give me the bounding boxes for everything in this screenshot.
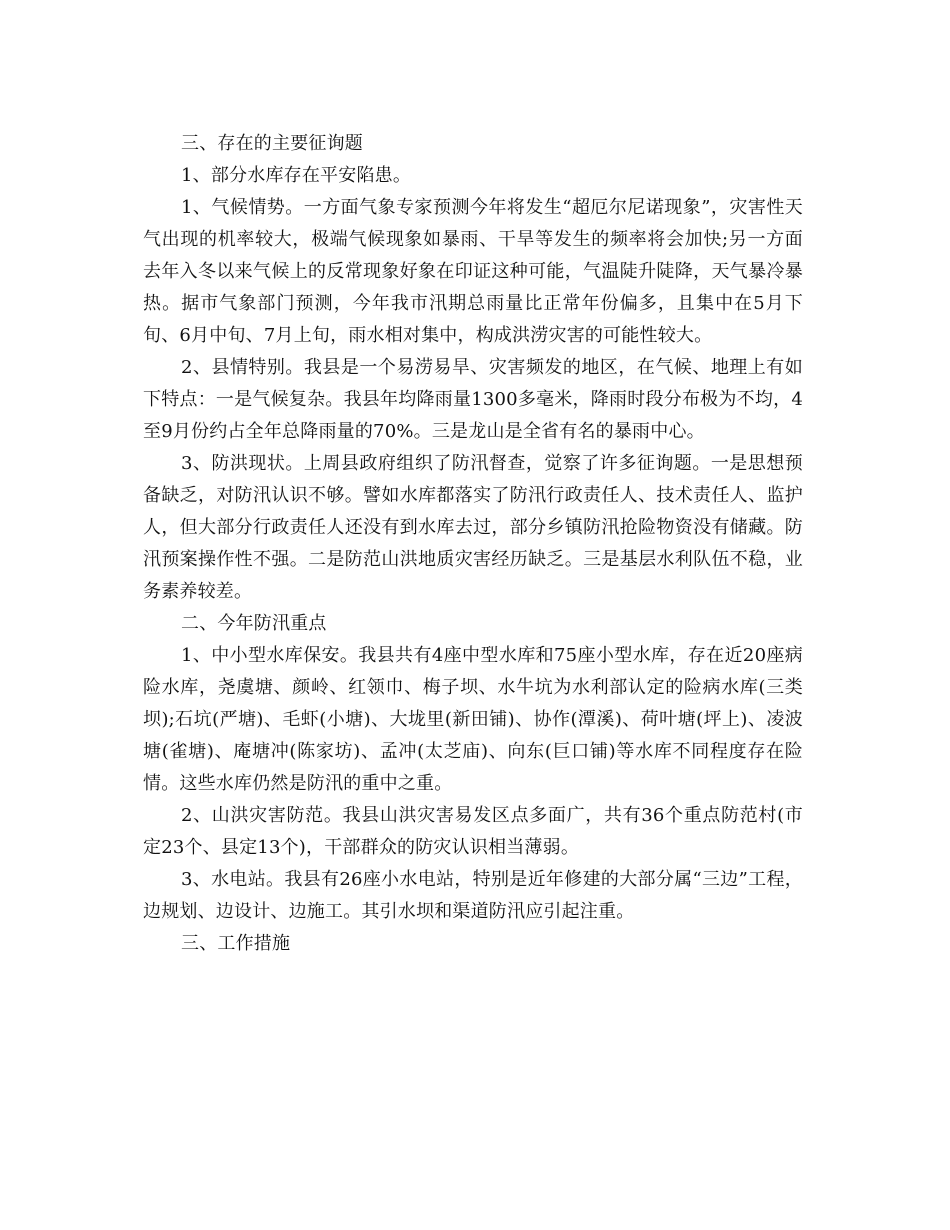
paragraph-mountain-flood: 2、山洪灾害防范。我县山洪灾害易发区点多面广，共有36个重点防范村(市定23个、县定13个)，干部群众的防灾认识相当薄弱。 — [143, 805, 803, 858]
paragraph-county-conditions: 2、县情特别。我县是一个易涝易旱、灾害频发的地区，在气候、地理上有如下特点：一是气候复杂。我县年均降雨量1300多毫米，降雨时段分布极为不均，4至9月份约占全年总降雨量的70%。三是龙山是全省有名的暴雨中心。 — [143, 357, 803, 442]
paragraph-reservoir-safety: 1、中小型水库保安。我县共有4座中型水库和75座小型水库，存在近20座病险水库，尧虞塘、颜岭、红领巾、梅子坝、水牛坑为水利部认定的险病水库(三类坝);石坑(严塘)、毛虾(小塘)、大垅里(新田铺)、协作(潭溪)、荷叶塘(坪上)、凌波塘(雀塘)、庵塘冲(陈家坊)、孟冲(太芝庙)、向东(巨口铺)等水库不同程度存在险情。这些水库仍然是防汛的重中之重。 — [143, 645, 803, 794]
paragraph-climate: 1、气候情势。一方面气象专家预测今年将发生“超厄尔尼诺现象”，灾害性天气出现的机率较大，极端气候现象如暴雨、干旱等发生的频率将会加快;另一方面去年入冬以来气候上的反常现象好象在印证这种可能，气温陡升陡降，天气暴冷暴热。据市气象部门预测，今年我市汛期总雨量比正常年份偏多，且集中在5月下旬、6月中旬、7月上旬，雨水相对集中，构成洪涝灾害的可能性较大。 — [143, 197, 803, 346]
paragraph-flood-status: 3、防洪现状。上周县政府组织了防汛督查，觉察了许多征询题。一是思想预备缺乏，对防汛认识不够。譬如水库都落实了防汛行政责任人、技术责任人、监护人，但大部分行政责任人还没有到水库去过，部分乡镇防汛抢险物资没有储藏。防汛预案操作性不强。二是防范山洪地质灾害经历缺乏。三是基层水利队伍不稳，业务素养较差。 — [143, 453, 803, 602]
section-heading-problems: 三、存在的主要征询题 — [181, 133, 363, 154]
subheading-reservoir-hazards: 1、部分水库存在平安陷患。 — [181, 165, 412, 186]
section-heading-measures: 三、工作措施 — [181, 933, 291, 954]
document-body — [143, 128, 803, 960]
section-heading-priorities: 二、今年防汛重点 — [181, 613, 327, 634]
paragraph-hydropower: 3、水电站。我县有26座小水电站，特别是近年修建的大部分属“三边”工程，边规划、边设计、边施工。其引水坝和渠道防汛应引起注重。 — [143, 869, 803, 922]
